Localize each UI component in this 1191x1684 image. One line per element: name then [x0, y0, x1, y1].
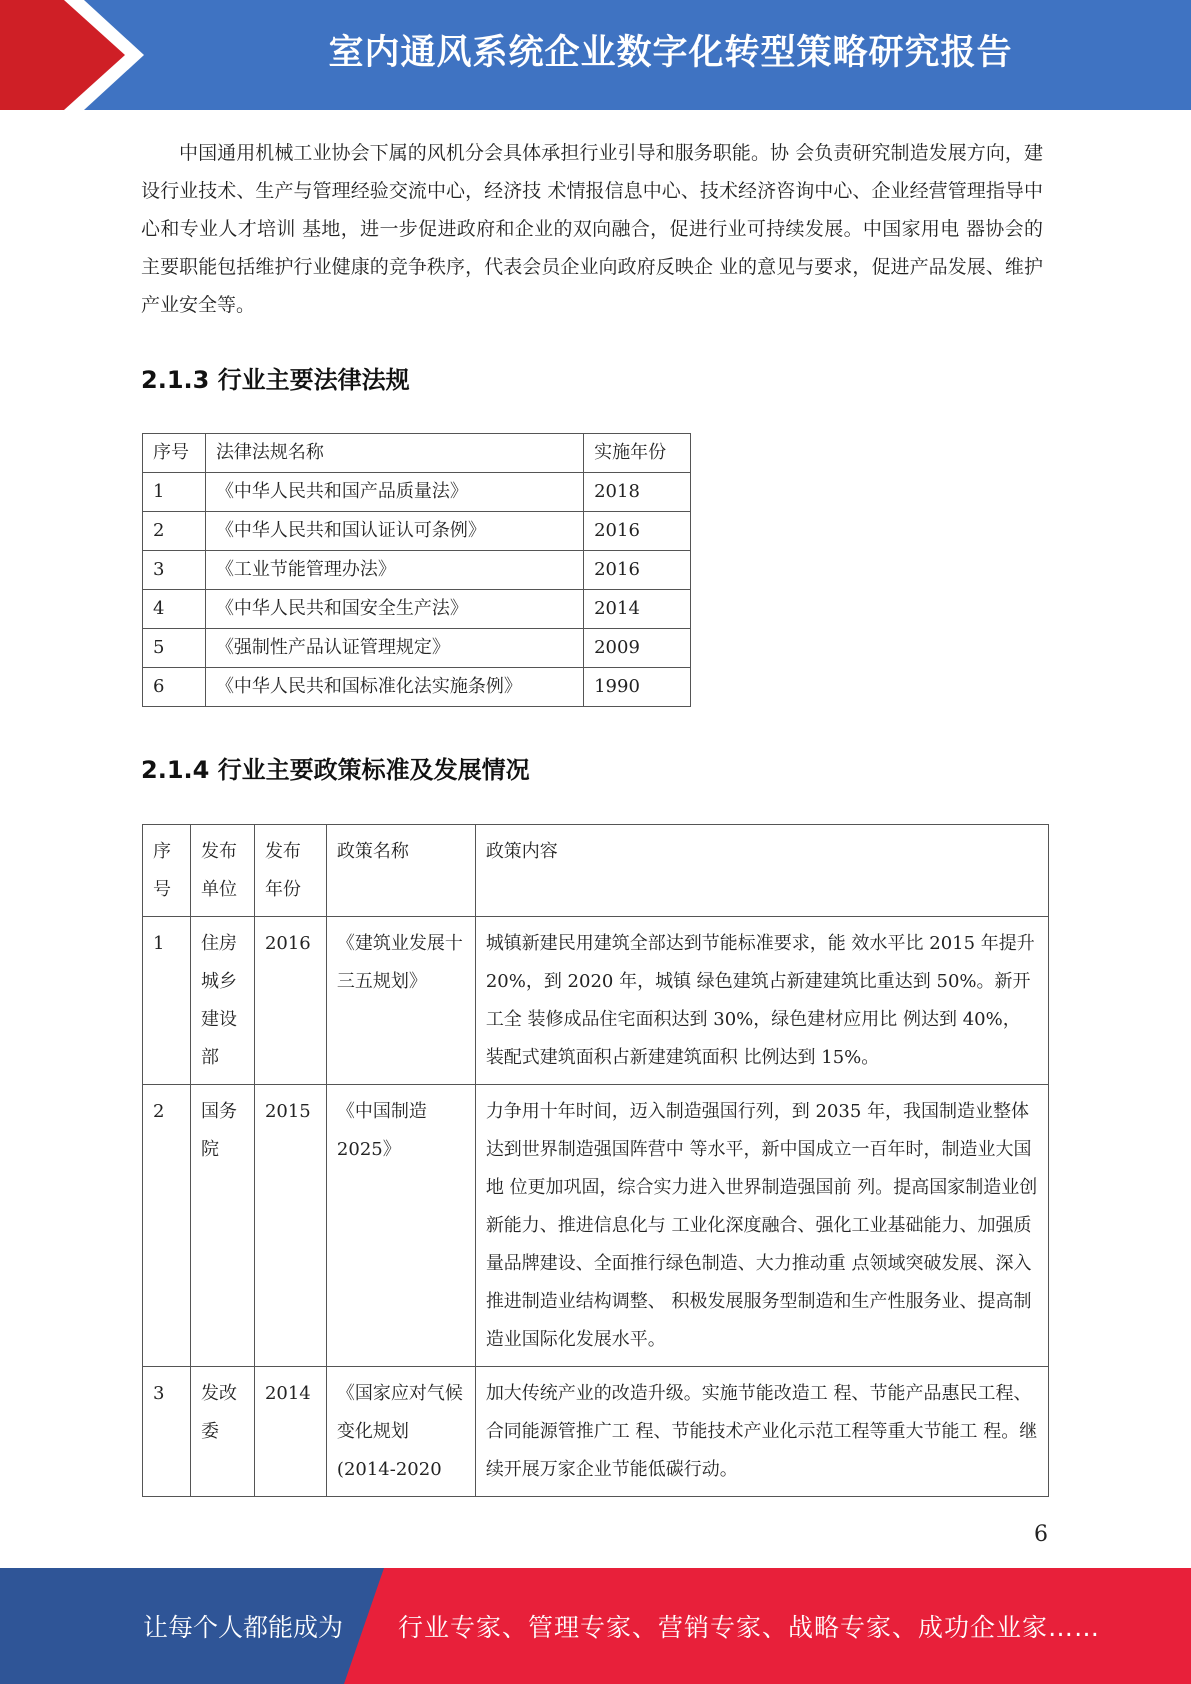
table-row: [143, 590, 691, 629]
intro-paragraph: 中国通用机械工业协会下属的风机分会具体承担行业引导和服务职能。协 会负责研究制造发展方向，建设行业技术、生产与管理经验交流中心，经济技 术情报信息中心、技术经济咨询中心、企业经营管理指导中心和专业人才培训 基地，进一步促进政府和企业的双向融合，促进行业可持续发展。中国家用电 器协会的主要职能包括维护行业健康的竞争秩序，代表会员企业向政府反映企 业的意见与要求，促进产品发展、维护产业安全等。: [141, 142, 1043, 316]
table-cell: 2015: [254, 1085, 326, 1367]
table-cell: 2016: [584, 551, 691, 590]
column-header: 法律法规名称: [205, 434, 583, 473]
table-cell: 2016: [254, 917, 326, 1085]
table-cell: 1990: [584, 668, 691, 707]
table-cell: 4: [143, 590, 206, 629]
laws-table: [142, 433, 691, 707]
table-cell: 《强制性产品认证管理规定》: [205, 629, 583, 668]
table-cell: 《中国制造 2025》: [326, 1085, 475, 1367]
table-row: [143, 1085, 1049, 1367]
table-row: [143, 473, 691, 512]
table-row: [143, 917, 1049, 1085]
column-header: 发布年份: [254, 825, 326, 917]
column-header: 实施年份: [584, 434, 691, 473]
table-cell: 2: [143, 512, 206, 551]
table-cell: 《中华人民共和国产品质量法》: [205, 473, 583, 512]
column-header: 政策名称: [326, 825, 475, 917]
table-cell: 《中华人民共和国认证认可条例》: [205, 512, 583, 551]
table-cell: 《中华人民共和国安全生产法》: [205, 590, 583, 629]
page-footer: [0, 1568, 1191, 1684]
footer-slogan-left: 让每个人都能成为: [143, 1613, 344, 1642]
table-header-row: [143, 434, 691, 473]
table-cell: 住房城乡建设部: [190, 917, 254, 1085]
table-cell: 加大传统产业的改造升级。实施节能改造工 程、节能产品惠民工程、合同能源管推广工 程、节能技术产业化示范工程等重大节能工 程。继续开展万家企业节能低碳行动。: [475, 1367, 1048, 1497]
column-header: 序号: [143, 825, 191, 917]
table-cell: 3: [143, 551, 206, 590]
table-cell: 5: [143, 629, 206, 668]
table-cell: 《建筑业发展十三五规划》: [326, 917, 475, 1085]
table-row: [143, 668, 691, 707]
table-cell: 力争用十年时间，迈入制造强国行列，到 2035 年，我国制造业整体达到世界制造强国阵营中 等水平，新中国成立一百年时，制造业大国地 位更加巩固，综合实力进入世界制造强国前 列。提高国家制造业创新能力、推进信息化与 工业化深度融合、强化工业基础能力、加强质 量品牌建设、全面推行绿色制造、大力推动重 点领域突破发展、深入推进制造业结构调整、 积极发展服务型制造和生产性服务业、提高制 造业国际化发展水平。: [475, 1085, 1048, 1367]
policies-table: [142, 824, 1049, 1497]
table-row: [143, 629, 691, 668]
table-cell: 《工业节能管理办法》: [205, 551, 583, 590]
table-cell: 2014: [584, 590, 691, 629]
section-heading-policies: 2.1.4 行业主要政策标准及发展情况: [141, 756, 530, 784]
table-cell: 2018: [584, 473, 691, 512]
column-header: 政策内容: [475, 825, 1048, 917]
table-cell: 城镇新建民用建筑全部达到节能标准要求，能 效水平比 2015 年提升 20%，到 2020 年，城镇 绿色建筑占新建建筑比重达到 50%。新开工全 装修成品住宅面积达到 30%，绿色建材应用比 例达到 40%，装配式建筑面积占新建建筑面积 比例达到 15%。: [475, 917, 1048, 1085]
table-cell: 6: [143, 668, 206, 707]
section-heading-laws: 2.1.3 行业主要法律法规: [141, 366, 410, 394]
report-title: 室内通风系统企业数字化转型策略研究报告: [328, 33, 1013, 73]
table-cell: 《国家应对气候变化规划 (2014-2020: [326, 1367, 475, 1497]
table-header-row: [143, 825, 1049, 917]
table-row: [143, 512, 691, 551]
table-cell: 2014: [254, 1367, 326, 1497]
table-cell: 3: [143, 1367, 191, 1497]
table-cell: 2016: [584, 512, 691, 551]
column-header: 序号: [143, 434, 206, 473]
table-cell: 1: [143, 917, 191, 1085]
footer-slogan-right: 行业专家、管理专家、营销专家、战略专家、成功企业家……: [398, 1613, 1101, 1642]
table-row: [143, 1367, 1049, 1497]
header-arrow-decoration: [0, 0, 160, 110]
column-header: 发布单位: [190, 825, 254, 917]
table-cell: 2: [143, 1085, 191, 1367]
page-header: [0, 0, 1191, 110]
page-number: 6: [1034, 1522, 1048, 1547]
table-cell: 2009: [584, 629, 691, 668]
table-cell: 1: [143, 473, 206, 512]
table-row: [143, 551, 691, 590]
table-cell: 发改委: [190, 1367, 254, 1497]
table-cell: 国务院: [190, 1085, 254, 1367]
table-cell: 《中华人民共和国标准化法实施条例》: [205, 668, 583, 707]
